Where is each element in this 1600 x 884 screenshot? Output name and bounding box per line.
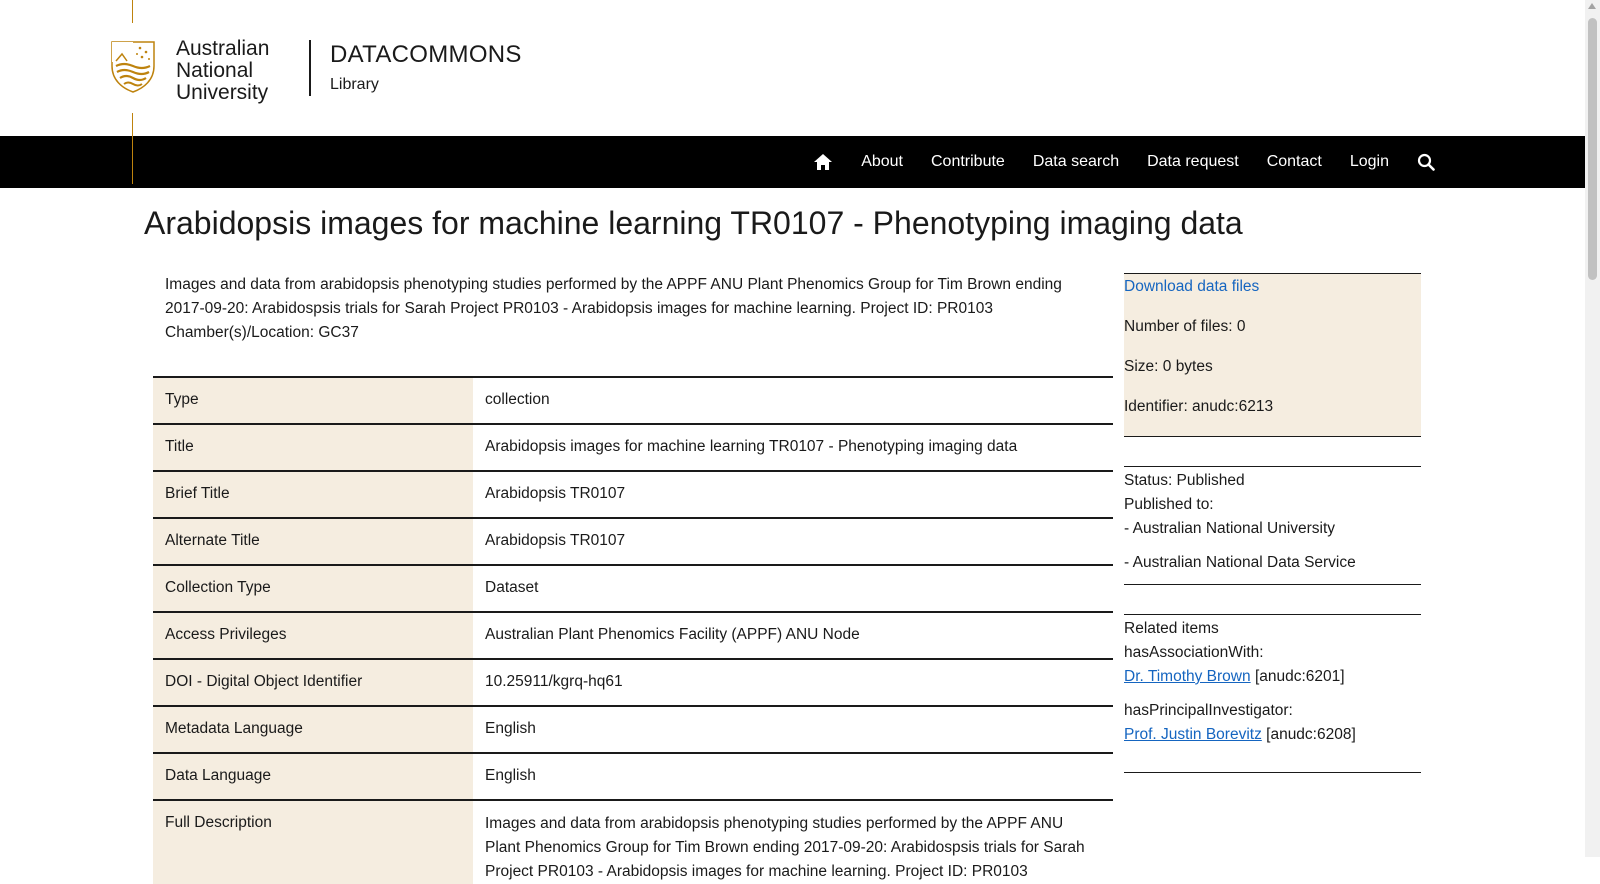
wordmark-line: Australian bbox=[176, 37, 270, 60]
metadata-value: Dataset bbox=[473, 565, 1113, 612]
table-row bbox=[153, 471, 1113, 518]
metadata-value: Australian Plant Phenomics Facility (APPF) ANU Node bbox=[473, 612, 1113, 659]
nav-data-search[interactable]: Data search bbox=[1032, 153, 1120, 170]
scrollbar-thumb[interactable] bbox=[1588, 18, 1597, 280]
table-row bbox=[153, 612, 1113, 659]
table-row bbox=[153, 424, 1113, 471]
related-id: [anudc:6201] bbox=[1254, 668, 1345, 685]
published-to-item: - Australian National Data Service bbox=[1124, 554, 1356, 571]
header-divider bbox=[309, 40, 311, 96]
related-items-label: Related items bbox=[1124, 620, 1219, 637]
related-person-link[interactable]: Dr. Timothy Brown bbox=[1124, 668, 1251, 685]
related-items-panel bbox=[1124, 614, 1421, 773]
metadata-value: English bbox=[473, 753, 1113, 800]
metadata-value: Images and data from arabidopsis phenotyping studies performed by the APPF ANU Plant Phenomics Group for Tim Brown ending 2017-09-20: Arabidospsis trials for Sarah Project PR0103 - Arabidopsis images for machine learning. Project ID: PR0103 bbox=[473, 800, 1113, 884]
anu-crest-logo-icon[interactable] bbox=[110, 40, 156, 94]
metadata-key: Metadata Language bbox=[153, 706, 473, 753]
nav-contribute[interactable]: Contribute bbox=[931, 153, 1005, 170]
status-text: Status: Published bbox=[1124, 472, 1245, 489]
related-id: [anudc:6208] bbox=[1266, 726, 1356, 743]
metadata-key: Type bbox=[153, 377, 473, 424]
published-to-item: - Australian National University bbox=[1124, 520, 1336, 537]
home-icon[interactable] bbox=[813, 153, 833, 171]
nav-contact[interactable]: Contact bbox=[1266, 153, 1322, 170]
nav-items bbox=[813, 136, 1435, 188]
page-scrollbar[interactable] bbox=[1585, 0, 1600, 857]
download-panel bbox=[1124, 273, 1421, 437]
record-description: Images and data from arabidopsis phenotyping studies performed by the APPF ANU Plant Phenomics Group for Tim Brown ending 2017-09-20: Arabidospsis trials for Sarah Project PR0103 - Arabidopsis images for machine learning. Project ID: PR0103 Chamber(s)/Location: GC37 bbox=[165, 276, 1062, 341]
metadata-key: Alternate Title bbox=[153, 518, 473, 565]
metadata-key: Brief Title bbox=[153, 471, 473, 518]
page-title: Arabidopsis images for machine learning TR0107 - Phenotyping imaging data bbox=[144, 205, 1243, 241]
wordmark-line: University bbox=[176, 81, 269, 104]
site-subtitle: Library bbox=[330, 76, 379, 93]
metadata-key: Title bbox=[153, 424, 473, 471]
site-title[interactable]: DATACOMMONS bbox=[330, 41, 522, 68]
table-row bbox=[153, 377, 1113, 424]
related-person-link[interactable]: Prof. Justin Borevitz bbox=[1124, 726, 1262, 743]
table-row bbox=[153, 753, 1113, 800]
metadata-value: Arabidopsis images for machine learning TR0107 - Phenotyping imaging data bbox=[473, 424, 1113, 471]
published-to-label: Published to: bbox=[1124, 496, 1214, 513]
relation-entry bbox=[1124, 668, 1345, 686]
site-header bbox=[0, 0, 1585, 136]
search-icon[interactable] bbox=[1417, 153, 1435, 171]
relation-type: hasPrincipalInvestigator: bbox=[1124, 702, 1293, 719]
download-data-files-link[interactable]: Download data files bbox=[1124, 278, 1260, 295]
nav-data-request[interactable]: Data request bbox=[1147, 153, 1239, 170]
scroll-up-arrow-icon[interactable] bbox=[1588, 3, 1596, 9]
metadata-value: English bbox=[473, 706, 1113, 753]
record-identifier: Identifier: anudc:6213 bbox=[1124, 398, 1274, 415]
gold-accent-line bbox=[132, 0, 133, 23]
table-row bbox=[153, 800, 1113, 884]
metadata-key: Collection Type bbox=[153, 565, 473, 612]
metadata-value: Arabidopsis TR0107 bbox=[473, 518, 1113, 565]
university-wordmark[interactable] bbox=[176, 38, 269, 104]
metadata-key: Data Language bbox=[153, 753, 473, 800]
metadata-value: Arabidopsis TR0107 bbox=[473, 471, 1113, 518]
table-row bbox=[153, 706, 1113, 753]
metadata-key: Full Description bbox=[153, 800, 473, 884]
main-nav bbox=[0, 136, 1585, 188]
wordmark-line: National bbox=[176, 59, 254, 82]
metadata-table bbox=[153, 376, 1113, 884]
relation-type: hasAssociationWith: bbox=[1124, 644, 1264, 661]
nav-about[interactable]: About bbox=[861, 153, 903, 170]
relation-entry bbox=[1124, 726, 1356, 744]
nav-login[interactable]: Login bbox=[1349, 153, 1389, 170]
metadata-key: DOI - Digital Object Identifier bbox=[153, 659, 473, 706]
table-row bbox=[153, 518, 1113, 565]
number-of-files: Number of files: 0 bbox=[1124, 318, 1246, 335]
metadata-value: collection bbox=[473, 377, 1113, 424]
publication-status-panel bbox=[1124, 466, 1421, 585]
data-size: Size: 0 bytes bbox=[1124, 358, 1213, 375]
table-row bbox=[153, 659, 1113, 706]
metadata-key: Access Privileges bbox=[153, 612, 473, 659]
table-row bbox=[153, 565, 1113, 612]
metadata-value: 10.25911/kgrq-hq61 bbox=[473, 659, 1113, 706]
gold-accent-line bbox=[132, 113, 133, 184]
